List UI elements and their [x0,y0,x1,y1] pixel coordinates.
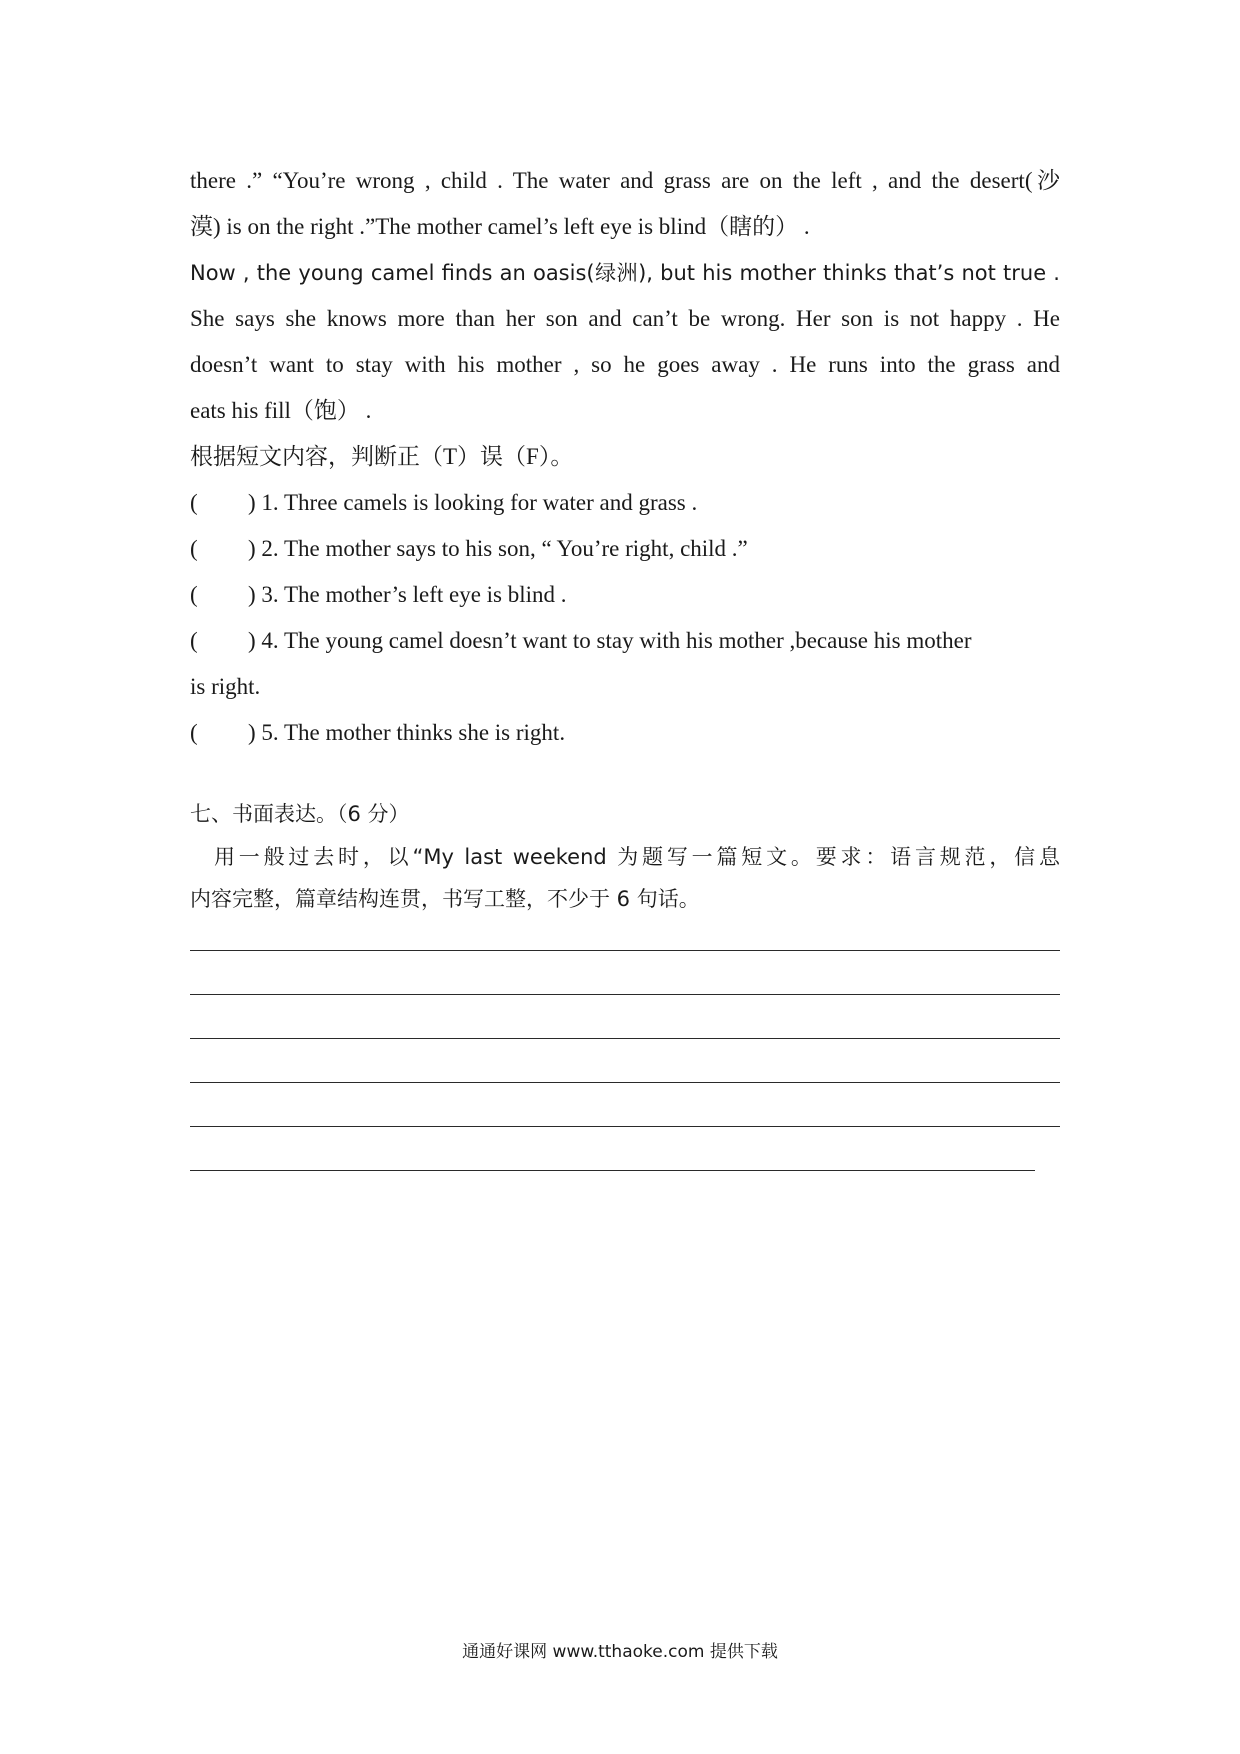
tf-instruction: 根据短文内容，判断正（T）误（F）。 [190,444,574,469]
writing-area[interactable] [190,926,1060,1190]
tf-item-1 [190,480,1060,526]
passage-line: doesn’t want to stay with his mother , so he goes away . He runs into the grass and [190,352,1060,377]
prompt-line: 内容完整，篇章结构连贯，书写工整，不少于 6 句话。 [190,887,700,911]
writing-line[interactable] [190,1058,1060,1102]
tf-item-text: ) 4. The young camel doesn’t want to stay with his mother ,because his mother [248,628,972,653]
prompt-line: 用一般过去时，以“My last weekend 为题写一篇短文。要求：语言规范，信息 [214,845,1060,869]
answer-blank[interactable]: ( [190,628,198,653]
tf-item-5 [190,710,1060,756]
section-heading: 七、书面表达。（6 分） [190,802,410,826]
answer-blank[interactable]: ( [190,490,198,515]
answer-blank[interactable]: ( [190,536,198,561]
writing-prompt [190,836,1060,920]
writing-line[interactable] [190,1146,1060,1190]
tf-item-text: ) 5. The mother thinks she is right. [248,720,566,745]
writing-line[interactable] [190,1014,1060,1058]
writing-line[interactable] [190,926,1060,970]
tf-item-4 [190,618,1060,664]
writing-line[interactable] [190,970,1060,1014]
reading-passage [190,158,1060,434]
section-spacer [190,756,1060,792]
tf-item-3 [190,572,1060,618]
tf-item-4-continuation: is right. [190,674,261,699]
passage-line: She says she knows more than her son and can’t be wrong. Her son is not happy . He [190,306,1060,331]
writing-line[interactable] [190,1102,1060,1146]
passage-line: eats his fill（饱） . [190,398,372,423]
tf-item-text: ) 2. The mother says to his son, “ You’re right, child .” [248,536,748,561]
tf-item-text: ) 1. Three camels is looking for water and grass . [248,490,698,515]
answer-blank[interactable]: ( [190,720,198,745]
worksheet-page [190,158,1060,1190]
true-false-section [190,434,1060,756]
tf-item-text: ) 3. The mother’s left eye is blind . [248,582,567,607]
writing-section [190,792,1060,1190]
passage-line: 漠) is on the right .”The mother camel’s left eye is blind（瞎的） . [190,214,810,239]
page-footer: 通通好课网 www.tthaoke.com 提供下载 [462,1642,778,1662]
answer-blank[interactable]: ( [190,582,198,607]
passage-line: there .” “You’re wrong , child . The water and grass are on the left , and the desert(沙 [190,168,1060,193]
passage-line: Now , the young camel finds an oasis(绿洲), but his mother thinks that’s not true . [190,261,1060,285]
tf-item-2 [190,526,1060,572]
